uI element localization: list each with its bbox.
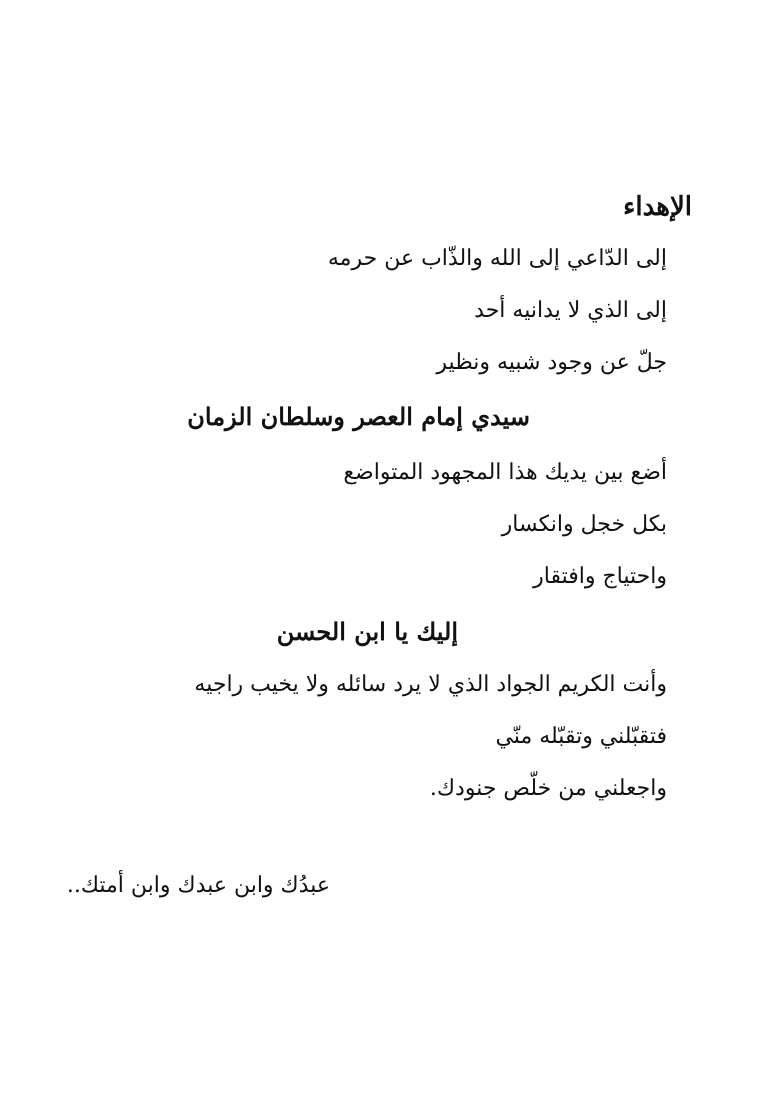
dedication-line-5: بكل خجل وانكسار xyxy=(501,512,667,537)
address-ibn-al-hasan: إليك يا ابن الحسن xyxy=(276,617,458,646)
dedication-line-6: واحتياج وافتقار xyxy=(533,564,667,589)
dedication-title: الإهداء xyxy=(623,192,692,222)
dedication-line-1: إلى الدّاعي إلى الله والذّاب عن حرمه xyxy=(327,246,667,271)
dedication-line-9: واجعلني من خلّص جنودك. xyxy=(429,776,667,801)
dedication-line-2: إلى الذي لا يدانيه أحد xyxy=(474,298,667,323)
dedication-line-4: أضع بين يديك هذا المجهود المتواضع xyxy=(343,460,667,485)
address-imam: سيدي إمام العصر وسلطان الزمان xyxy=(187,402,530,431)
signature: عبدُك وابن عبدك وابن أمتك.. xyxy=(66,873,330,898)
dedication-line-3: جلّ عن وجود شبيه ونظير xyxy=(436,350,667,375)
dedication-line-8: فتقبّلني وتقبّله منّي xyxy=(495,724,667,749)
dedication-line-7: وأنت الكريم الجواد الذي لا يرد سائله ولا يخيب راجيه xyxy=(194,672,667,697)
